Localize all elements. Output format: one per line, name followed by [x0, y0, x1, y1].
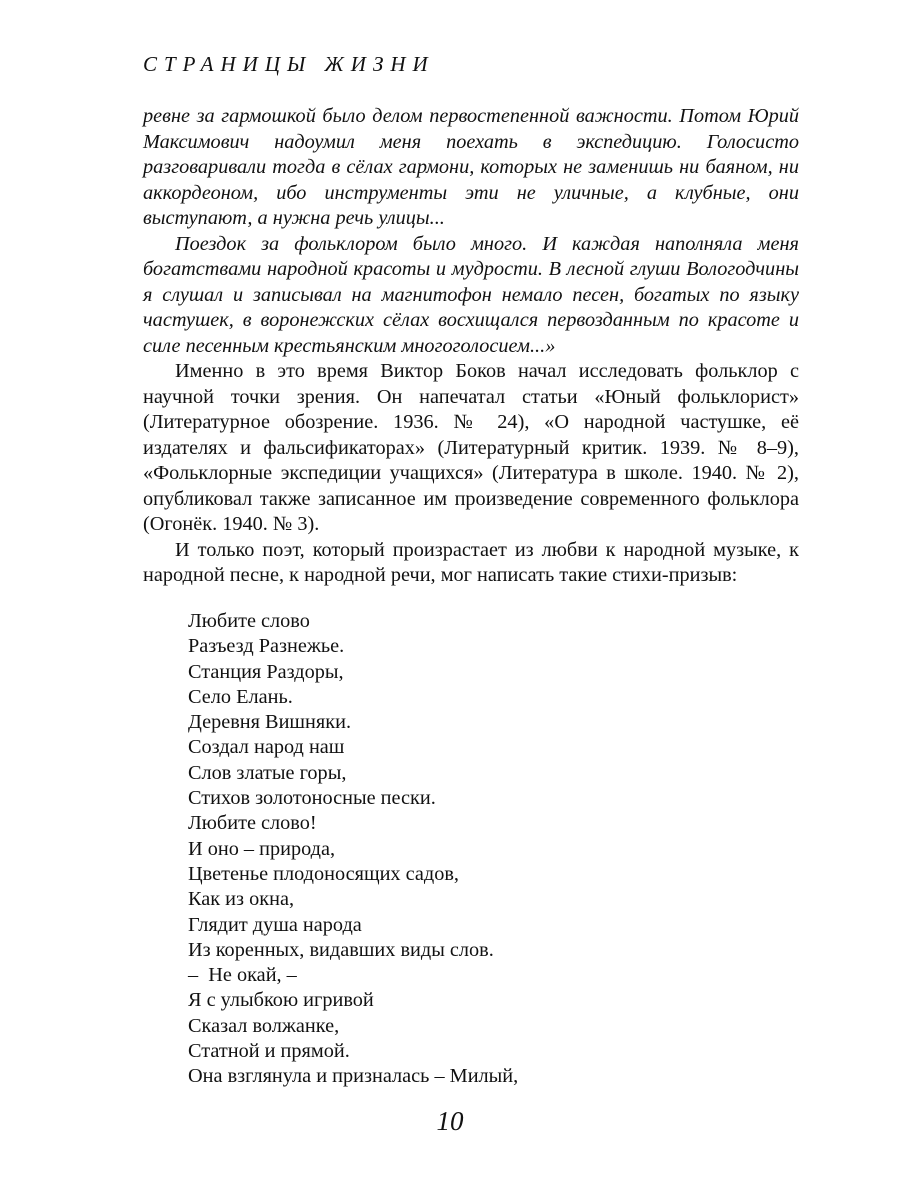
- poem-line: Деревня Вишняки.: [188, 711, 352, 734]
- poem-line: Сказал волжанке,: [188, 1014, 340, 1037]
- poem-line: Создал народ наш: [188, 736, 345, 759]
- poem-line: Цветенье плодоносящих садов,: [188, 862, 460, 885]
- poem-line: Как из окна,: [188, 888, 295, 911]
- poem-line: Любите слово: [188, 610, 310, 632]
- poem-line: Глядит душа народа: [188, 913, 362, 936]
- paragraph-quote: Поездок за фольклором было много. И каждая наполняла меня богатствами народной красоты и мудрости. В лесной глуши Вологодчины я слушал и записывал на магнитофон немало песен, богатых по языку частушек, в воронежских сёлах восхищался первозданным по красоте и силе песенным крестьянским многоголосием...»: [143, 232, 799, 357]
- poem-line: Стихов золотоносные пески.: [188, 787, 436, 810]
- poem-line: Я с улыбкою игривой: [188, 989, 374, 1012]
- poem-line: Разъезд Разнежье.: [188, 635, 345, 658]
- poem-line: Любите слово!: [188, 812, 317, 835]
- poem-line: Слов златые горы,: [188, 761, 347, 784]
- paragraph-body: И только поэт, который произрастает из любви к народной музыке, к народной песне, к народной речи, мог написать такие стихи-призыв:: [143, 538, 799, 586]
- poem-line: Она взглянула и призналась – Милый,: [188, 1065, 519, 1088]
- poem-line: Из коренных, видавших виды слов.: [188, 938, 494, 961]
- poem: [188, 609, 518, 1090]
- paragraph-quote-continuation: ревне за гармошкой было делом первостепенной важности. Потом Юрий Максимович надоумил меня поехать в экспедицию. Голосисто разговаривали тогда в сёлах гармони, которых не заменишь ни баяном, ни аккордеоном, ибо инструменты эти не уличные, а клубные, они выступают, а нужна речь улицы...: [143, 105, 799, 229]
- text-block: [143, 104, 799, 589]
- page-number: 10: [436, 1106, 464, 1136]
- paragraph-body: Именно в это время Виктор Боков начал исследовать фольклор с научной точки зрения. Он напечатал статьи «Юный фольклорист» (Литературное обозрение. 1936. № 24), «О народной частушке, её издателях и фальсификаторах» (Литературный критик. 1939. № 8–9), «Фольклорные экспедиции учащихся» (Литература в школе. 1940. № 2), опубликовал также записанное им произведение современного фольклора (Огонёк. 1940. № 3).: [143, 360, 799, 535]
- poem-line: Статной и прямой.: [188, 1040, 350, 1063]
- running-head: СТРАНИЦЫ ЖИЗНИ: [143, 52, 435, 76]
- poem-line: Село Елань.: [188, 685, 293, 708]
- poem-line: И оно – природа,: [188, 837, 336, 860]
- poem-line: – Не окай, –: [188, 964, 297, 987]
- poem-line: Станция Раздоры,: [188, 660, 344, 683]
